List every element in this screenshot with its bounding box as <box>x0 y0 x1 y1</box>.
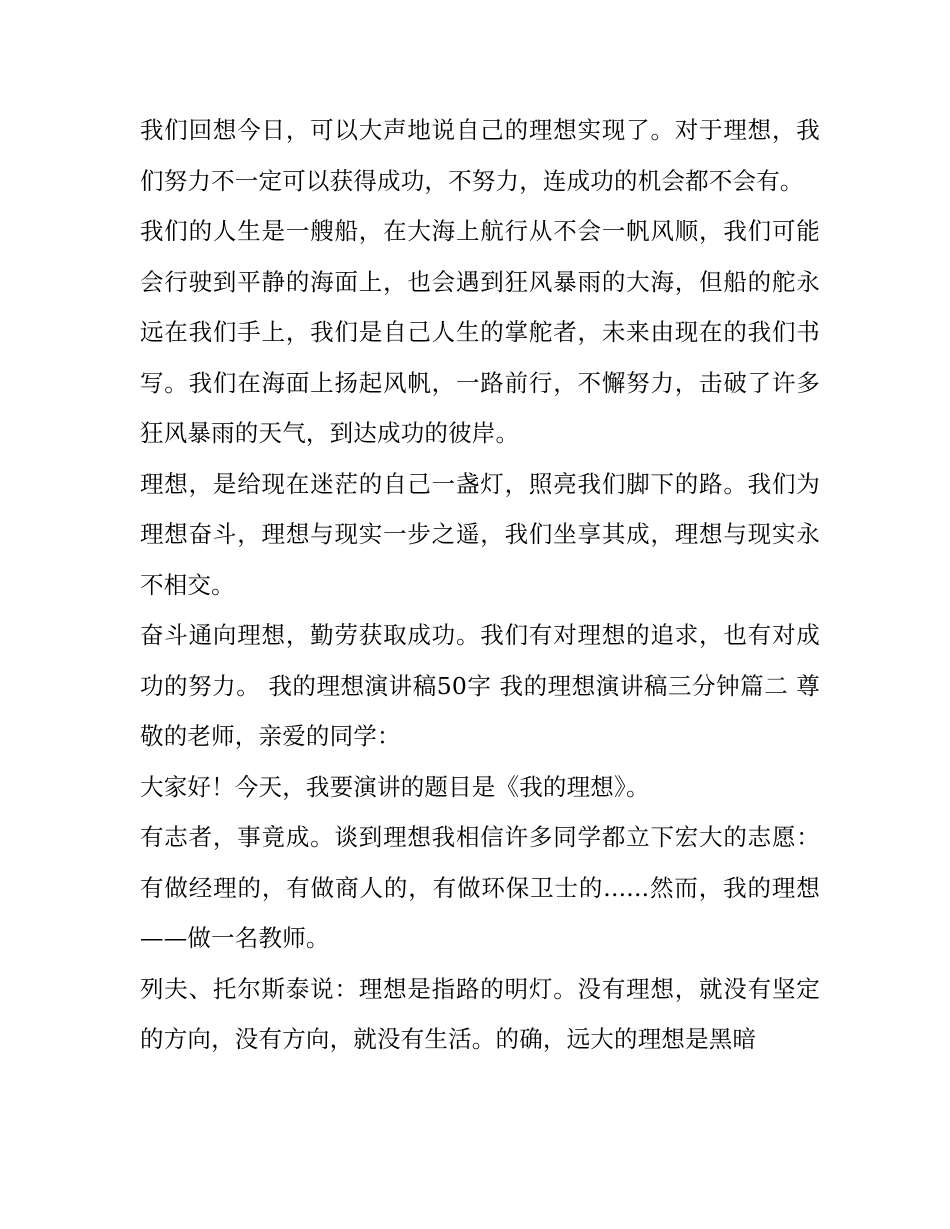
paragraph-6: 有志者，事竟成。谈到理想我相信许多同学都立下宏大的志愿：有做经理的，有做商人的，有做环保卫士的......然而，我的理想——做一名教师。 <box>140 823 820 952</box>
paragraph-7: 列夫、托尔斯泰说：理想是指路的明灯。没有理想，就没有坚定的方向，没有方向，就没有生活。的确，远大的理想是黑暗 <box>140 974 820 1053</box>
paragraph-2: 我们的人生是一艘船，在大海上航行从不会一帆风顺，我们可能会行驶到平静的海面上，也会遇到狂风暴雨的大海，但船的舵永远在我们手上，我们是自己人生的掌舵者，未来由现在的我们书写。我们在海面上扬起风帆，一路前行，不懈努力，击破了许多狂风暴雨的天气，到达成功的彼岸。 <box>140 217 820 447</box>
document-body <box>140 105 820 1065</box>
paragraph-1: 我们回想今日，可以大声地说自己的理想实现了。对于理想，我们努力不一定可以获得成功，不努力，连成功的机会都不会有。 <box>140 116 820 195</box>
paragraph-3: 理想，是给现在迷茫的自己一盏灯，照亮我们脚下的路。我们为理想奋斗，理想与现实一步之遥，我们坐享其成，理想与现实永不相交。 <box>140 469 820 599</box>
paragraph-4: 奋斗通向理想，勤劳获取成功。我们有对理想的追求，也有对成功的努力。 我的理想演讲稿50字 我的理想演讲稿三分钟篇二 尊敬的老师，亲爱的同学： <box>140 621 820 750</box>
paragraph-5: 大家好！今天，我要演讲的题目是《我的理想》。 <box>140 772 650 801</box>
